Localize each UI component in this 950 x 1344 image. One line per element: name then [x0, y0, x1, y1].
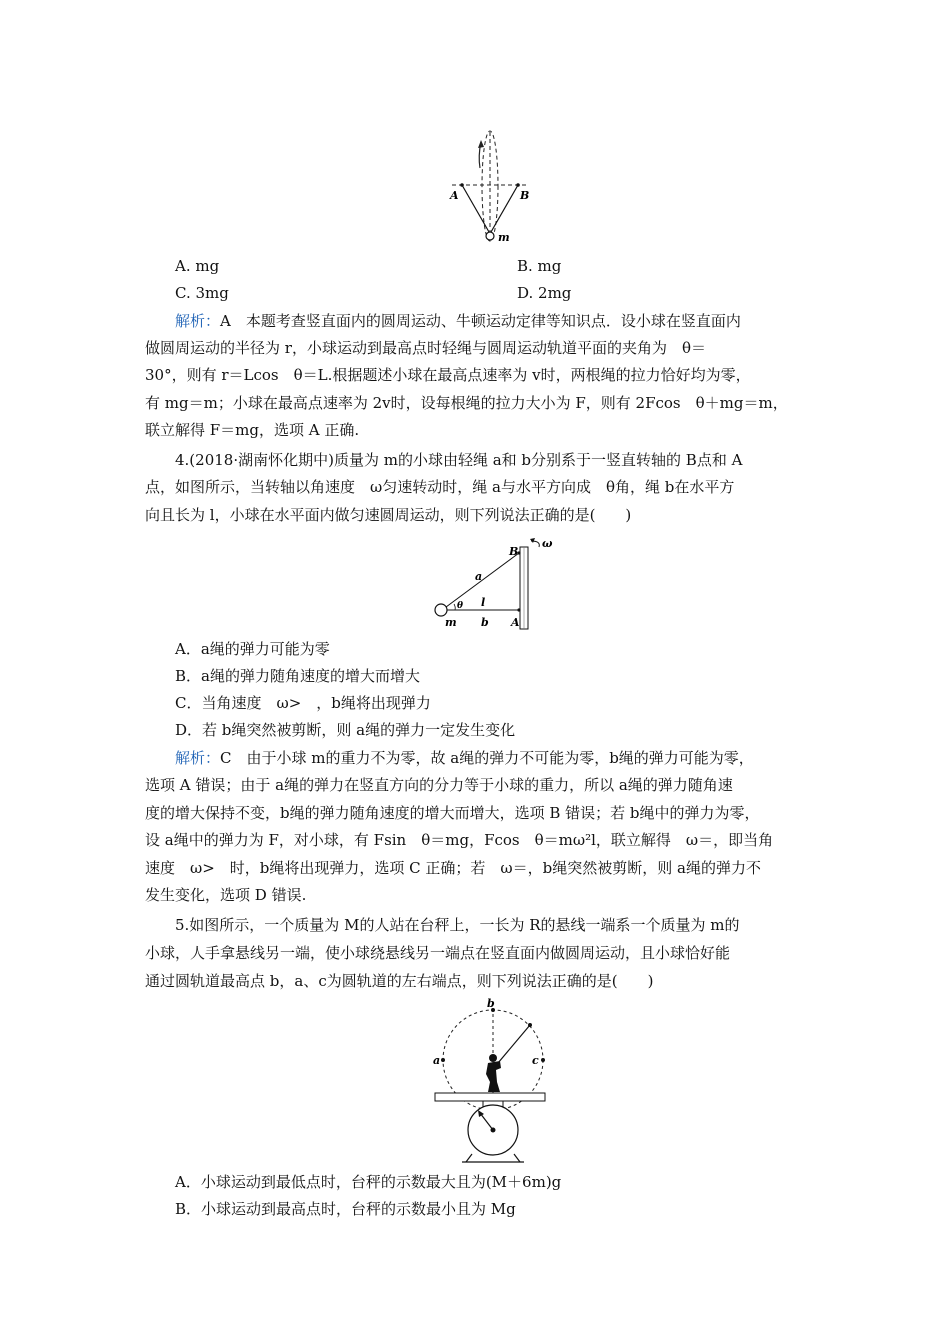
q3-solution-line-3: 30°，则有 r＝Lcos θ＝L.根据题述小球在最高点速率为 v时，两根绳的拉力恰好均为零， — [145, 366, 751, 384]
q5-option-a[interactable]: A．小球运动到最低点时，台秤的示数最大且为(M＋6m)g — [175, 1173, 562, 1191]
q3-solution-line-5: 联立解得 F＝mg，选项 A 正确. — [145, 421, 360, 439]
fig1-label-b: B — [520, 189, 530, 202]
q4-stem-line-2: 点，如图所示，当转轴以角速度 ω匀速转动时，绳 a与水平方向成 θ角，绳 b在水平方 — [145, 478, 735, 496]
fig2-label-a: a — [475, 570, 483, 583]
q4-solution-label: 解析： — [175, 749, 221, 767]
q3-solution-line-2: 做圆周运动的半径为 r，小球运动到最高点时轻绳与圆周运动轨道平面的夹角为 θ＝ — [145, 339, 706, 357]
q3-solution-label: 解析： — [175, 312, 221, 330]
q4-solution-line-3: 度的增大保持不变，b绳的弹力随角速度的增大而增大，选项 B 错误；若 b绳中的弹力为零， — [145, 804, 760, 822]
fig3-label-b: b — [487, 998, 495, 1010]
fig2-label-b: b — [481, 616, 489, 629]
q4-option-a[interactable]: A．a绳的弹力可能为零 — [175, 640, 330, 658]
q4-solution-line-4: 设 a绳中的弹力为 F，对小球，有 Fsin θ＝mg，Fcos θ＝mω²l，联立解得 ω＝，即当角 — [145, 831, 774, 849]
figure-two-rope-pendulum — [440, 128, 540, 246]
q4-stem-line-1: 4.(2018·湖南怀化期中)质量为 m的小球由轻绳 a和 b分别系于一竖直转轴的 B点和 A — [175, 451, 743, 469]
fig2-label-omega: ω — [542, 537, 553, 550]
q3-option-a[interactable]: A. mg — [175, 257, 220, 275]
q4-option-d[interactable]: D．若 b绳突然被剪断，则 a绳的弹力一定发生变化 — [175, 721, 516, 739]
fig3-label-c: c — [532, 1054, 539, 1067]
figure-person-on-scale — [430, 998, 550, 1164]
q3-option-b[interactable]: B. mg — [517, 257, 562, 275]
q5-stem-line-2: 小球，人手拿悬线另一端，使小球绕悬线另一端点在竖直面内做圆周运动，且小球恰好能 — [145, 944, 731, 962]
q5-stem-line-1: 5.如图所示，一个质量为 M的人站在台秤上，一长为 R的悬线一端系一个质量为 m的 — [175, 916, 740, 934]
q4-solution-line-5: 速度 ω> 时，b绳将出现弹力，选项 C 正确；若 ω＝，b绳突然被剪断，则 a绳的弹力不 — [145, 859, 761, 877]
q4-solution-line-2: 选项 A 错误；由于 a绳的弹力在竖直方向的分力等于小球的重力，所以 a绳的弹力随角速 — [145, 776, 733, 794]
q3-option-c[interactable]: C. 3mg — [175, 284, 229, 302]
fig2-label-B: B — [509, 545, 519, 558]
fig1-label-a: A — [450, 189, 459, 202]
fig2-label-theta: θ — [457, 601, 464, 611]
q4-solution-line-1: 解析：C 由于小球 m的重力不为零，故 a绳的弹力不可能为零，b绳的弹力可能为零， — [175, 749, 754, 767]
q3-option-d[interactable]: D. 2mg — [517, 284, 572, 302]
q4-stem-line-3: 向且长为 l，小球在水平面内做匀速圆周运动，则下列说法正确的是( ) — [145, 506, 632, 524]
q5-option-b[interactable]: B．小球运动到最高点时，台秤的示数最小且为 Mg — [175, 1200, 516, 1218]
q4-solution-line-6: 发生变化，选项 D 错误. — [145, 886, 307, 904]
fig2-label-l: l — [481, 596, 486, 609]
fig1-label-m: m — [498, 231, 510, 244]
fig2-label-m: m — [445, 616, 457, 629]
q5-stem-line-3: 通过圆轨道最高点 b，a、c为圆轨道的左右端点，则下列说法正确的是( ) — [145, 972, 654, 990]
q3-solution-line-1: 解析：A 本题考查竖直面内的圆周运动、牛顿运动定律等知识点．设小球在竖直面内 — [175, 312, 741, 330]
fig2-label-A: A — [511, 616, 520, 629]
q4-option-c[interactable]: C．当角速度 ω> ，b绳将出现弹力 — [175, 694, 431, 712]
q3-solution-line-4: 有 mg＝m；小球在最高点速率为 2v时，设每根绳的拉力大小为 F，则有 2Fcos θ＋mg＝m， — [145, 394, 788, 412]
q4-option-b[interactable]: B．a绳的弹力随角速度的增大而增大 — [175, 667, 420, 685]
figure-rotating-shaft — [425, 533, 565, 633]
fig3-label-a: a — [433, 1054, 441, 1067]
